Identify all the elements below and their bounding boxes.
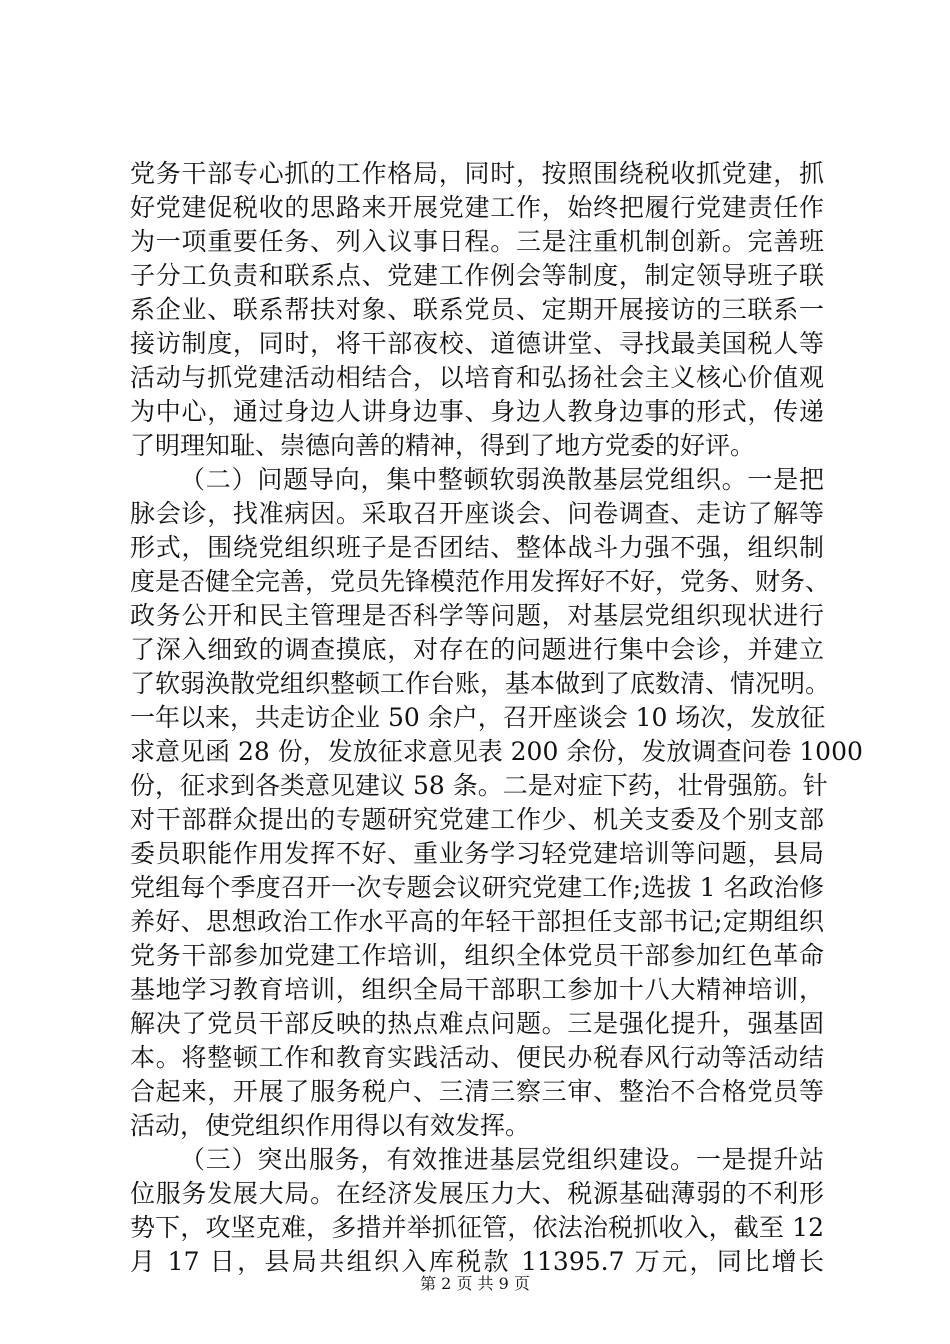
- text-line: 本。将整顿工作和教育实践活动、便民办税春风行动等活动结: [130, 1043, 824, 1072]
- text-line: （三）突出服务，有效推进基层党组织建设。一是提升站: [180, 1145, 824, 1174]
- text-line: 度是否健全完善，党员先锋模范作用发挥好不好，党务、财务、: [130, 567, 831, 596]
- text-line: 月 17 日，县局共组织入库税款 11395.7 万元，同比增长: [130, 1247, 824, 1276]
- text-line: 系企业、联系帮扶对象、联系党员、定期开展接访的三联系一: [130, 295, 824, 324]
- text-line: 接访制度，同时，将干部夜校、道德讲堂、寻找最美国税人等: [130, 329, 824, 358]
- text-line: 党务干部参加党建工作培训，组织全体党员干部参加红色革命: [130, 941, 824, 970]
- text-line: 解决了党员干部反映的热点难点问题。三是强化提升，强基固: [130, 1009, 824, 1038]
- text-line: 子分工负责和联系点、党建工作例会等制度，制定领导班子联: [130, 261, 824, 290]
- text-line: 养好、思想政治工作水平高的年轻干部担任支部书记;定期组织: [130, 907, 824, 936]
- page-number-footer: 第 2 页 共 9 页: [420, 1274, 530, 1293]
- text-line: 对干部群众提出的专题研究党建工作少、机关支委及个别支部: [130, 805, 824, 834]
- text-line: 活动与抓党建活动相结合，以培育和弘扬社会主义核心价值观: [130, 363, 824, 392]
- text-line: 求意见函 28 份，发放征求意见表 200 余份，发放调查问卷 1000: [130, 737, 863, 766]
- text-line: （二）问题导向，集中整顿软弱涣散基层党组织。一是把: [180, 465, 824, 494]
- text-line: 政务公开和民主管理是否科学等问题，对基层党组织现状进行: [130, 601, 824, 630]
- text-line: 脉会诊，找准病因。采取召开座谈会、问卷调查、走访了解等: [130, 499, 824, 528]
- text-line: 合起来，开展了服务税户、三清三察三审、整治不合格党员等: [130, 1077, 824, 1106]
- text-line: 形式，围绕党组织班子是否团结、整体战斗力强不强，组织制: [130, 533, 824, 562]
- body-text: [130, 157, 863, 1279]
- text-line: 基地学习教育培训，组织全局干部职工参加十八大精神培训，: [130, 975, 824, 1004]
- text-line: 活动，使党组织作用得以有效发挥。: [130, 1111, 531, 1140]
- text-line: 好党建促税收的思路来开展党建工作，始终把履行党建责任作: [130, 193, 824, 222]
- text-line: 了明理知耻、崇德向善的精神，得到了地方党委的好评。: [130, 431, 756, 460]
- text-line: 党务干部专心抓的工作格局，同时，按照围绕税收抓党建，抓: [130, 159, 824, 188]
- text-line: 了软弱涣散党组织整顿工作台账，基本做到了底数清、情况明。: [130, 669, 831, 698]
- text-line: 一年以来，共走访企业 50 余户，召开座谈会 10 场次，发放征: [130, 703, 826, 732]
- text-line: 了深入细致的调查摸底，对存在的问题进行集中会诊，并建立: [130, 635, 824, 664]
- text-line: 势下，攻坚克难，多措并举抓征管，依法治税抓收入，截至 12: [130, 1213, 824, 1242]
- text-line: 党组每个季度召开一次专题会议研究党建工作;选拔 1 名政治修: [130, 873, 824, 902]
- text-line: 为中心，通过身边人讲身边事、身边人教身边事的形式，传递: [130, 397, 824, 426]
- text-line: 位服务发展大局。在经济发展压力大、税源基础薄弱的不利形: [130, 1179, 824, 1208]
- text-line: 为一项重要任务、列入议事日程。三是注重机制创新。完善班: [130, 227, 824, 256]
- text-line: 份，征求到各类意见建议 58 条。二是对症下药，壮骨强筋。针: [130, 771, 828, 800]
- text-line: 委员职能作用发挥不好、重业务学习轻党建培训等问题，县局: [130, 839, 824, 868]
